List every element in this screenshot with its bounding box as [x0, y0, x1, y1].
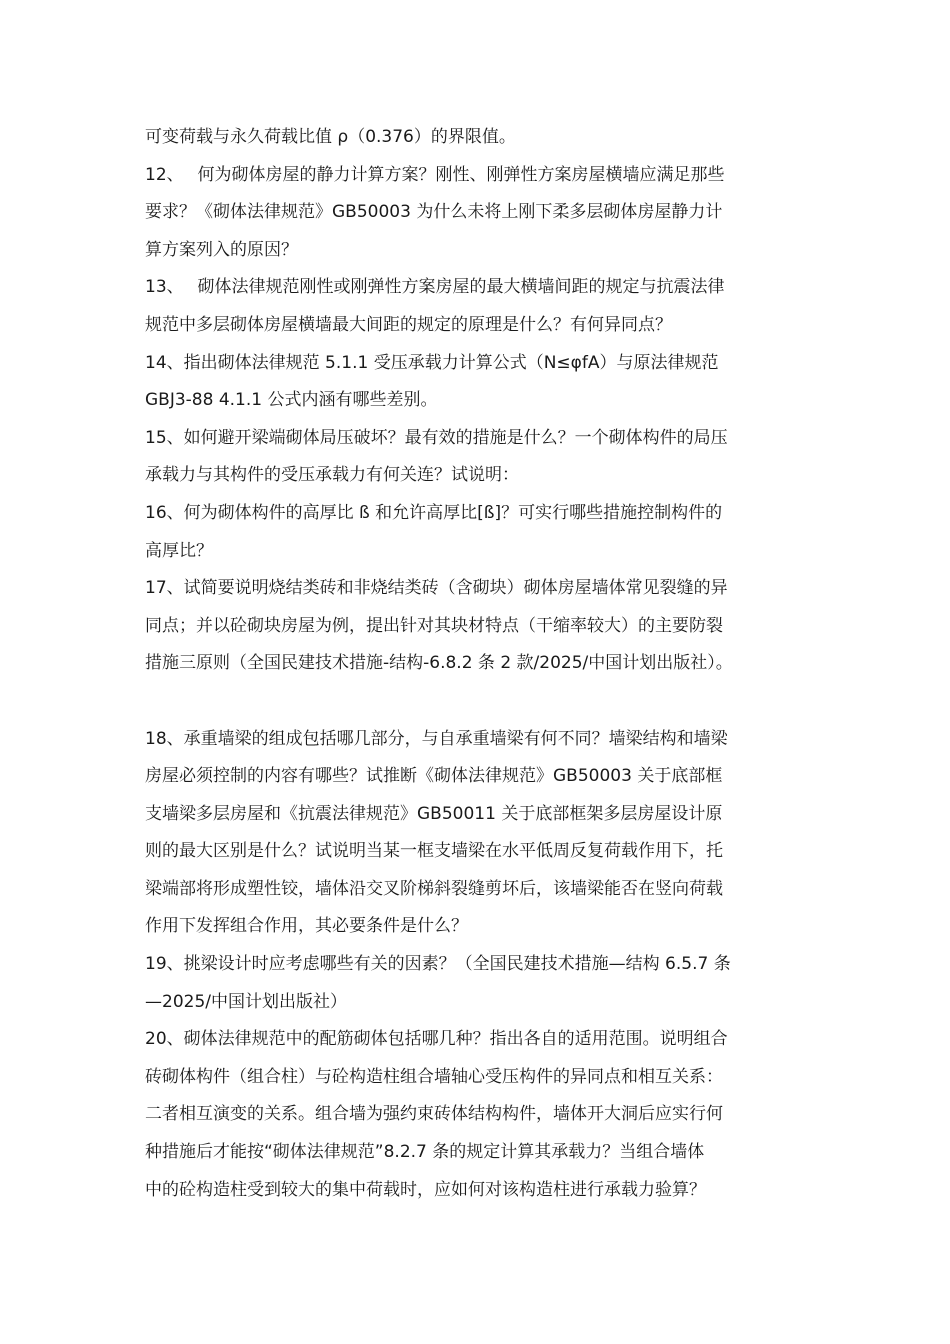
text-line: 作用下发挥组合作用，其必要条件是什么？	[145, 916, 468, 937]
blank-line	[145, 683, 815, 721]
text-line: 同点；并以砼砌块房屋为例，提出针对其块材特点（干缩率较大）的主要防裂	[145, 615, 723, 636]
question-18	[145, 721, 815, 947]
question-15	[145, 420, 815, 495]
question-14	[145, 345, 815, 420]
text-line: 房屋必须控制的内容有哪些？试推断《砌体法律规范》GB50003 关于底部框	[145, 766, 723, 787]
text-line: 18、承重墙梁的组成包括哪几部分，与自承重墙梁有何不同？墙梁结构和墙梁	[145, 728, 728, 749]
text-line: 措施三原则（全国民建技术措施-结构-6.8.2 条 2 款/2025/中国计划出版社）。	[145, 653, 733, 674]
paragraph-continuation	[145, 119, 815, 157]
text-line: 支墙梁多层房屋和《抗震法律规范》GB50011 关于底部框架多层房屋设计原	[145, 803, 723, 824]
text-line: 16、何为砌体构件的高厚比 ß 和允许高厚比[ß]？可实行哪些措施控制构件的	[145, 502, 723, 523]
text-line: 13、 砌体法律规范刚性或刚弹性方案房屋的最大横墙间距的规定与抗震法律	[145, 277, 725, 298]
text-line: 12、 何为砌体房屋的静力计算方案？刚性、刚弹性方案房屋横墙应满足那些	[145, 164, 725, 185]
text-line: 要求？《砌体法律规范》GB50003 为什么未将上刚下柔多层砌体房屋静力计	[145, 202, 723, 223]
question-20	[145, 1021, 815, 1209]
text-line: 15、如何避开梁端砌体局压破坏？最有效的措施是什么？一个砌体构件的局压	[145, 427, 728, 448]
text-line: 承载力与其构件的受压承载力有何关连？试说明：	[145, 465, 519, 486]
text-line: 中的砼构造柱受到较大的集中荷载时，应如何对该构造柱进行承载力验算？	[145, 1179, 706, 1200]
text-line: —2025/中国计划出版社）	[145, 991, 347, 1012]
question-12	[145, 157, 815, 270]
text-line: 二者相互演变的关系。组合墙为强约束砖体结构构件，墙体开大洞后应实行何	[145, 1104, 723, 1125]
question-16	[145, 495, 815, 570]
text-line: 高厚比？	[145, 540, 213, 561]
question-17	[145, 570, 815, 683]
text-line: GBJ3-88 4.1.1 公式内涵有哪些差别。	[145, 390, 438, 411]
question-19	[145, 946, 815, 1021]
text-line: 20、砌体法律规范中的配筋砌体包括哪几种？指出各自的适用范围。说明组合	[145, 1029, 728, 1050]
text-line: 种措施后才能按“砌体法律规范”8.2.7 条的规定计算其承载力？当组合墙体	[145, 1142, 705, 1163]
text-line: 17、试简要说明烧结类砖和非烧结类砖（含砌块）砌体房屋墙体常见裂缝的异	[145, 578, 728, 599]
text-line: 19、挑梁设计时应考虑哪些有关的因素？（全国民建技术措施—结构 6.5.7 条	[145, 954, 731, 975]
text-line: 则的最大区别是什么？试说明当某一框支墙梁在水平低周反复荷载作用下，托	[145, 841, 723, 862]
question-13	[145, 269, 815, 344]
text-line: 规范中多层砌体房屋横墙最大间距的规定的原理是什么？有何异同点？	[145, 314, 672, 335]
text-line: 14、指出砌体法律规范 5.1.1 受压承载力计算公式（N≤φfA）与原法律规范	[145, 352, 719, 373]
text-line: 砖砌体构件（组合柱）与砼构造柱组合墙轴心受压构件的异同点和相互关系：	[145, 1066, 723, 1087]
document-body	[145, 119, 815, 1209]
text-line: 梁端部将形成塑性铰，墙体沿交叉阶梯斜裂缝剪坏后，该墙梁能否在竖向荷载	[145, 878, 723, 899]
text-line: 可变荷载与永久荷载比值 ρ（0.376）的界限值。	[145, 127, 516, 147]
text-line: 算方案列入的原因？	[145, 239, 298, 260]
